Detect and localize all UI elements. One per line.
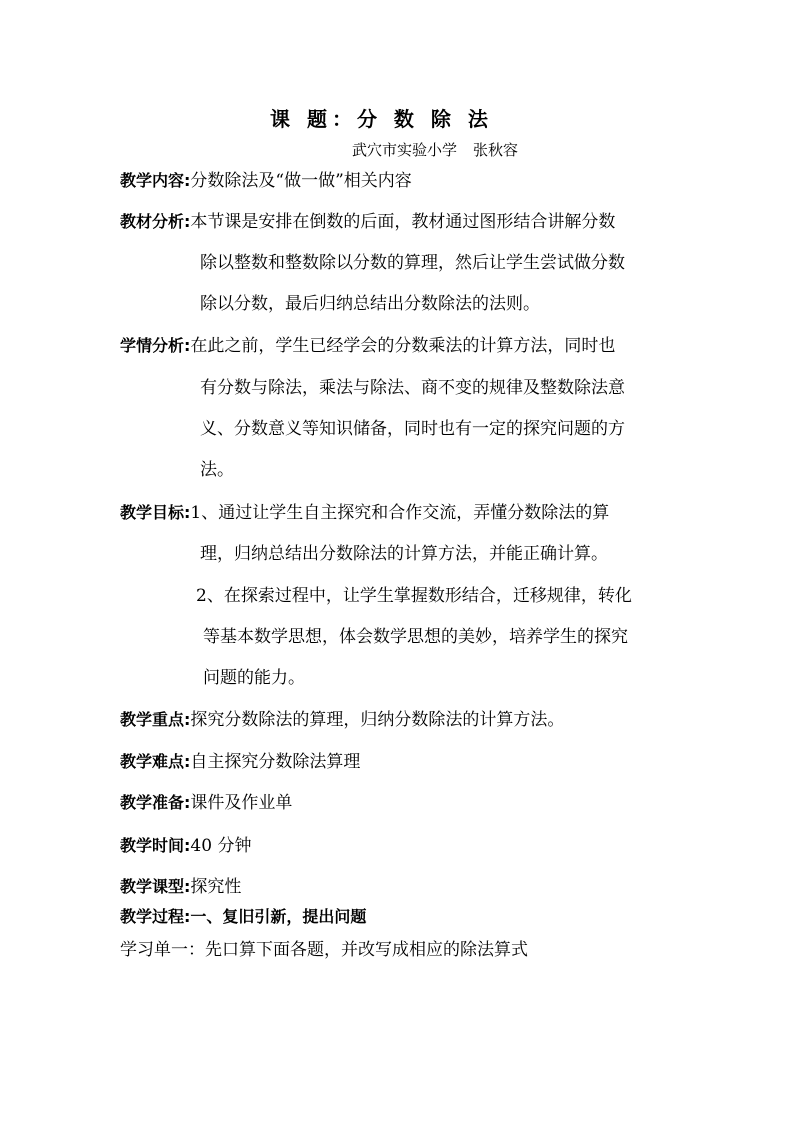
author-school: 武穴市实验小学 <box>352 141 458 159</box>
section-preparation-label: 教学准备: <box>120 793 191 812</box>
section-process <box>120 906 366 928</box>
goal-2-line-2: 等基本数学思想，体会数学思想的美妙，培养学生的探究 <box>203 627 628 647</box>
goal-2-line-1: 2、在探索过程中，让学生掌握数形结合，迁移规律，转化 <box>196 586 632 606</box>
section-difficulty-text: 自主探究分数除法算理 <box>190 752 361 772</box>
section-students-line-4: 法。 <box>200 460 234 480</box>
section-type-text: 探究性 <box>190 877 242 897</box>
section-material <box>120 211 615 233</box>
section-students-label: 学情分析: <box>120 336 191 355</box>
section-type <box>120 876 241 898</box>
section-difficulty-label: 教学难点: <box>120 752 191 771</box>
section-material-label: 教材分析: <box>120 212 191 231</box>
section-content-text: 分数除法及“做一做”相关内容 <box>190 171 412 191</box>
goal-2-line-3: 问题的能力。 <box>203 668 305 688</box>
section-time-text: 40 分钟 <box>190 836 252 856</box>
section-key-text: 探究分数除法的算理，归纳分数除法的计算方法。 <box>190 710 565 730</box>
goal-1-line-1: 1、通过让学生自主探究和合作交流，弄懂分数除法的算 <box>190 503 610 523</box>
section-key <box>120 709 564 731</box>
section-time <box>120 835 251 857</box>
section-content <box>120 170 412 192</box>
section-material-line-1: 本节课是安排在倒数的后面，教材通过图形结合讲解分数 <box>190 212 616 232</box>
section-process-text: 一、复旧引新，提出问题 <box>190 907 367 926</box>
section-process-label: 教学过程: <box>120 907 191 926</box>
section-material-line-3: 除以分数，最后归纳总结出分数除法的法则。 <box>200 294 540 314</box>
goal-1-line-2: 理，归纳总结出分数除法的计算方法，并能正确计算。 <box>200 544 608 564</box>
section-time-label: 教学时间: <box>120 836 191 855</box>
section-students-line-3: 义、分数意义等知识储备，同时也有一定的探究问题的方 <box>200 419 625 439</box>
section-students <box>120 335 615 357</box>
author-name: 张秋容 <box>473 141 519 159</box>
page-title: 课 题：分 数 除 法 <box>270 107 493 131</box>
section-type-label: 教学课型: <box>120 877 191 896</box>
worksheet-one: 学习单一：先口算下面各题，并改写成相应的除法算式 <box>120 940 528 960</box>
section-content-label: 教学内容: <box>120 171 191 190</box>
section-goals-label: 教学目标: <box>120 503 191 522</box>
section-preparation <box>120 792 292 814</box>
section-preparation-text: 课件及作业单 <box>190 793 293 813</box>
section-material-line-2: 除以整数和整数除以分数的算理，然后让学生尝试做分数 <box>200 253 625 273</box>
section-goals <box>120 502 609 524</box>
section-difficulty <box>120 751 360 773</box>
section-students-line-1: 在此之前，学生已经学会的分数乘法的计算方法，同时也 <box>190 336 616 356</box>
author-line <box>352 139 518 160</box>
section-key-label: 教学重点: <box>120 710 191 729</box>
section-students-line-2: 有分数与除法，乘法与除法、商不变的规律及整数除法意 <box>200 378 625 398</box>
